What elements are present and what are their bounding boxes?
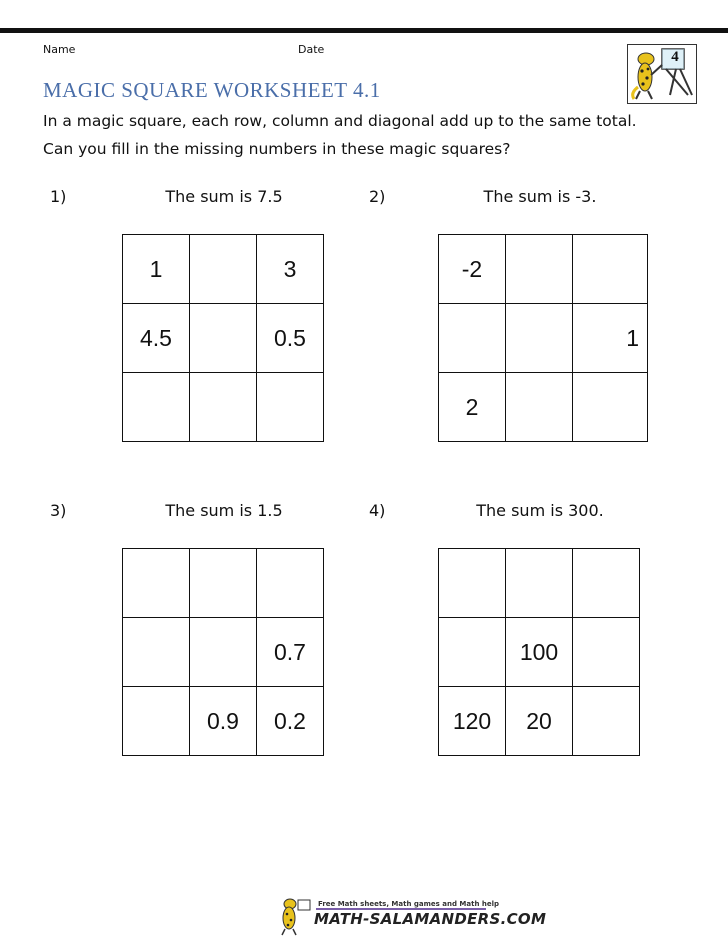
square-cell[interactable] bbox=[123, 549, 190, 618]
square-cell[interactable] bbox=[190, 549, 257, 618]
name-label: Name bbox=[43, 43, 76, 56]
square-cell: 0.7 bbox=[257, 618, 324, 687]
problem-sum: The sum is 1.5 bbox=[165, 501, 283, 520]
magic-square-1 bbox=[122, 234, 324, 442]
square-cell[interactable] bbox=[506, 235, 573, 304]
square-cell[interactable] bbox=[506, 304, 573, 373]
square-cell[interactable] bbox=[123, 618, 190, 687]
problem-number: 2) bbox=[369, 187, 386, 206]
square-cell[interactable] bbox=[506, 549, 573, 618]
square-cell[interactable] bbox=[439, 618, 506, 687]
square-cell[interactable] bbox=[190, 618, 257, 687]
magic-square-3 bbox=[122, 548, 324, 756]
footer-tagline: Free Math sheets, Math games and Math help bbox=[318, 900, 500, 908]
square-cell[interactable] bbox=[123, 373, 190, 442]
square-cell: 100 bbox=[506, 618, 573, 687]
square-cell: 1 bbox=[123, 235, 190, 304]
square-cell[interactable] bbox=[190, 304, 257, 373]
instructions-line-2: Can you fill in the missing numbers in these magic squares? bbox=[43, 140, 511, 158]
square-cell: 4.5 bbox=[123, 304, 190, 373]
magic-square-2 bbox=[438, 234, 648, 442]
square-cell[interactable] bbox=[573, 618, 640, 687]
magic-square-4 bbox=[438, 548, 640, 756]
square-cell: 1 bbox=[573, 304, 648, 373]
problem-number: 4) bbox=[369, 501, 386, 520]
square-cell[interactable] bbox=[573, 373, 648, 442]
problem-sum: The sum is 300. bbox=[476, 501, 604, 520]
square-cell: 0.2 bbox=[257, 687, 324, 756]
top-rule bbox=[0, 28, 728, 33]
problem-number: 3) bbox=[50, 501, 67, 520]
footer-site-link[interactable]: MATH-SALAMANDERS.COM bbox=[314, 910, 547, 928]
square-cell[interactable] bbox=[439, 549, 506, 618]
square-cell[interactable] bbox=[257, 373, 324, 442]
square-cell: -2 bbox=[439, 235, 506, 304]
square-cell[interactable] bbox=[439, 304, 506, 373]
square-cell: 20 bbox=[506, 687, 573, 756]
salamander-teacher-icon bbox=[628, 45, 696, 103]
square-cell: 0.9 bbox=[190, 687, 257, 756]
square-cell[interactable] bbox=[123, 687, 190, 756]
footer-branding bbox=[276, 896, 547, 936]
square-cell[interactable] bbox=[190, 235, 257, 304]
square-cell[interactable] bbox=[573, 235, 648, 304]
square-cell: 0.5 bbox=[257, 304, 324, 373]
square-cell: 2 bbox=[439, 373, 506, 442]
salamander-logo-icon bbox=[276, 896, 312, 936]
instructions-line-1: In a magic square, each row, column and diagonal add up to the same total. bbox=[43, 112, 637, 130]
square-cell[interactable] bbox=[506, 373, 573, 442]
square-cell: 3 bbox=[257, 235, 324, 304]
square-cell[interactable] bbox=[573, 549, 640, 618]
date-label: Date bbox=[298, 43, 325, 56]
square-cell[interactable] bbox=[190, 373, 257, 442]
problem-sum: The sum is -3. bbox=[483, 187, 597, 206]
square-cell: 120 bbox=[439, 687, 506, 756]
problem-number: 1) bbox=[50, 187, 67, 206]
page-title: MAGIC SQUARE WORKSHEET 4.1 bbox=[43, 78, 381, 102]
square-cell[interactable] bbox=[257, 549, 324, 618]
salamander-logo bbox=[627, 44, 697, 104]
square-cell[interactable] bbox=[573, 687, 640, 756]
problem-sum: The sum is 7.5 bbox=[165, 187, 283, 206]
grade-badge: 4 bbox=[671, 49, 679, 65]
